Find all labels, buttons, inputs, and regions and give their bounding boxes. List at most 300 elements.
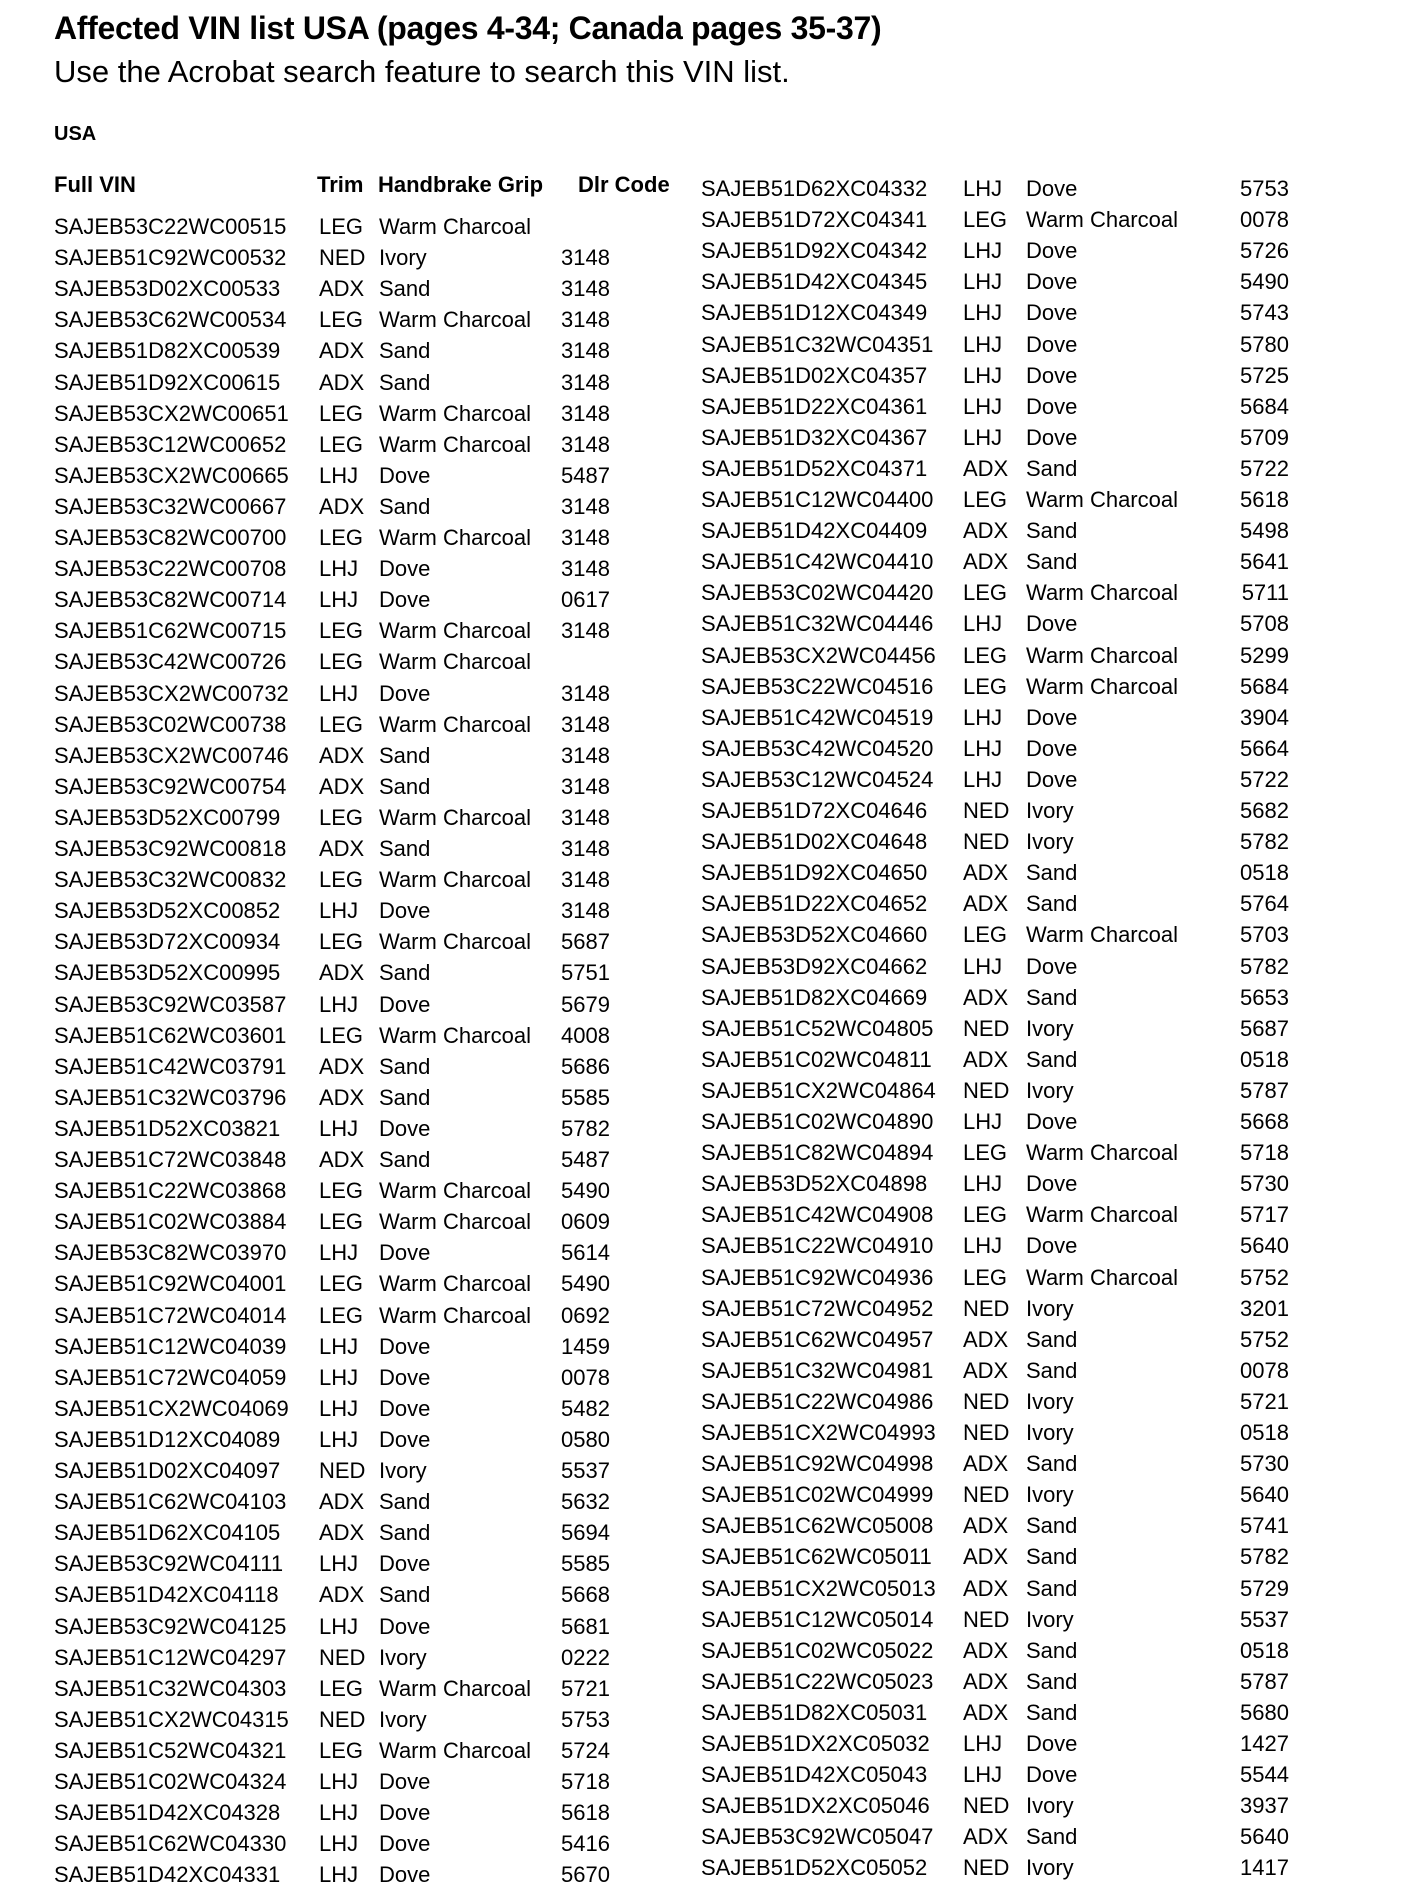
dlr-code-cell: 5614 <box>561 1240 610 1266</box>
grip-cell: Dove <box>1026 238 1078 264</box>
trim-cell: ADX <box>319 369 365 395</box>
dlr-code-cell: 3148 <box>561 431 610 457</box>
trim-cell: NED <box>963 1077 1010 1103</box>
trim-cell: LEG <box>963 487 1008 512</box>
grip-cell: Dove <box>1026 1109 1078 1134</box>
vin-cell: SAJEB53C92WC00754 <box>54 773 287 799</box>
grip-cell: Sand <box>1026 1824 1078 1850</box>
vin-cell: SAJEB51C12WC04039 <box>54 1333 287 1359</box>
dlr-code-cell: 5680 <box>1240 1699 1289 1725</box>
vin-cell: SAJEB53D02XC00533 <box>54 276 281 302</box>
trim-cell: LEG <box>319 214 364 239</box>
dlr-code-cell: 5686 <box>561 1053 610 1079</box>
vin-cell: SAJEB53CX2WC00665 <box>54 462 289 488</box>
grip-cell: Warm Charcoal <box>379 1302 531 1328</box>
vin-cell: SAJEB51C92WC04936 <box>701 1264 934 1290</box>
grip-cell: Ivory <box>1026 798 1074 823</box>
vin-cell: SAJEB53C32WC00667 <box>54 493 287 519</box>
grip-cell: Sand <box>379 1520 431 1546</box>
trim-cell: ADX <box>319 276 365 302</box>
trim-cell: LHJ <box>319 1800 359 1826</box>
dlr-code-cell: 5724 <box>561 1737 610 1763</box>
grip-cell: Sand <box>379 836 431 861</box>
trim-cell: ADX <box>319 960 365 986</box>
dlr-code-cell: 5730 <box>1240 1451 1289 1477</box>
grip-cell: Sand <box>379 1582 431 1608</box>
column-header-dlr-code: Dlr Code <box>578 172 670 197</box>
vin-cell: SAJEB51D92XC04650 <box>701 860 928 886</box>
grip-cell: Dove <box>1026 704 1078 730</box>
grip-cell: Dove <box>379 1613 431 1639</box>
grip-cell: Dove <box>379 1395 431 1421</box>
dlr-code-cell: 5684 <box>1240 393 1289 419</box>
grip-cell: Warm Charcoal <box>379 1022 531 1048</box>
grip-cell: Ivory <box>1026 1606 1074 1632</box>
dlr-code-cell: 5722 <box>1240 455 1289 481</box>
grip-cell: Warm Charcoal <box>1026 207 1178 233</box>
grip-cell: Sand <box>1026 1357 1078 1383</box>
dlr-code-cell: 3148 <box>561 804 610 830</box>
grip-cell: Ivory <box>379 1458 427 1483</box>
grip-cell: Sand <box>1026 549 1078 575</box>
vin-cell: SAJEB53C82WC00700 <box>54 525 287 550</box>
vin-cell: SAJEB53D52XC00852 <box>54 898 281 924</box>
grip-cell: Warm Charcoal <box>379 929 531 955</box>
dlr-code-cell: 5703 <box>1240 922 1289 948</box>
grip-cell: Ivory <box>1026 1855 1074 1881</box>
vin-cell: SAJEB51C02WC04324 <box>54 1769 287 1794</box>
vin-cell: SAJEB51D02XC04648 <box>701 829 928 855</box>
trim-cell: NED <box>963 1295 1010 1321</box>
grip-cell: Warm Charcoal <box>379 618 531 644</box>
grip-cell: Dove <box>379 1240 431 1266</box>
vin-cell: SAJEB51C92WC00532 <box>54 245 287 271</box>
trim-cell: LEG <box>319 1737 364 1763</box>
dlr-code-cell: 5708 <box>1240 611 1289 637</box>
trim-cell: LEG <box>319 618 364 644</box>
vin-cell: SAJEB51C32WC04303 <box>54 1675 287 1701</box>
vin-cell: SAJEB51C82WC04894 <box>701 1140 934 1166</box>
vin-cell: SAJEB53C92WC05047 <box>701 1824 934 1850</box>
dlr-code-cell: 5537 <box>561 1458 610 1483</box>
dlr-code-cell: 5585 <box>561 1084 610 1110</box>
grip-cell: Dove <box>379 587 431 613</box>
trim-cell: LEG <box>319 431 364 457</box>
dlr-code-cell: 5544 <box>1240 1762 1289 1788</box>
trim-cell: LHJ <box>319 1551 359 1577</box>
vin-cell: SAJEB51C32WC03796 <box>54 1084 287 1110</box>
dlr-code-cell: 5416 <box>561 1831 610 1857</box>
trim-cell: ADX <box>963 1824 1009 1850</box>
grip-cell: Dove <box>1026 362 1078 388</box>
dlr-code-cell: 5664 <box>1240 735 1289 761</box>
grip-cell: Ivory <box>379 245 427 271</box>
dlr-code-cell: 5668 <box>1240 1109 1289 1134</box>
trim-cell: ADX <box>319 1053 365 1079</box>
grip-cell: Sand <box>1026 1326 1078 1352</box>
vin-cell: SAJEB53C92WC04111 <box>54 1551 284 1577</box>
trim-cell: ADX <box>963 1637 1009 1663</box>
vin-cell: SAJEB51D22XC04361 <box>701 393 928 419</box>
grip-cell: Dove <box>1026 331 1078 357</box>
column-header-vin: Full VIN <box>54 172 136 197</box>
trim-cell: LHJ <box>963 1171 1003 1197</box>
dlr-code-cell: 5722 <box>1240 766 1289 792</box>
grip-cell: Dove <box>1026 176 1078 201</box>
vin-cell: SAJEB51C72WC03848 <box>54 1147 287 1172</box>
vin-cell: SAJEB51C62WC03601 <box>54 1022 287 1048</box>
trim-cell: NED <box>319 245 366 271</box>
vin-cell: SAJEB53D52XC04660 <box>701 922 928 948</box>
vin-cell: SAJEB51D42XC04345 <box>701 269 928 295</box>
trim-cell: LHJ <box>319 1862 359 1888</box>
vin-cell: SAJEB53C82WC03970 <box>54 1240 287 1266</box>
dlr-code-cell: 5668 <box>561 1582 610 1608</box>
grip-cell: Dove <box>1026 953 1078 979</box>
vin-cell: SAJEB51C32WC04351 <box>701 331 934 357</box>
dlr-code-cell: 5679 <box>561 991 610 1017</box>
trim-cell: LHJ <box>963 393 1003 419</box>
grip-cell: Dove <box>379 1115 431 1141</box>
vin-cell: SAJEB51C92WC04001 <box>54 1271 287 1297</box>
grip-cell: Dove <box>1026 269 1078 295</box>
trim-cell: ADX <box>319 493 365 519</box>
column-header-grip: Handbrake Grip <box>378 172 544 197</box>
grip-cell: Warm Charcoal <box>379 307 531 333</box>
grip-cell: Sand <box>1026 1575 1078 1601</box>
trim-cell: ADX <box>963 1451 1009 1477</box>
dlr-code-cell: 5729 <box>1240 1575 1289 1601</box>
dlr-code-cell: 3148 <box>561 245 610 271</box>
vin-cell: SAJEB51D72XC04646 <box>701 798 928 823</box>
dlr-code-cell: 5787 <box>1240 1668 1289 1694</box>
trim-cell: LHJ <box>319 1333 359 1359</box>
trim-cell: LHJ <box>963 1109 1003 1134</box>
trim-cell: NED <box>963 1482 1010 1508</box>
grip-cell: Sand <box>379 493 431 519</box>
dlr-code-cell: 5681 <box>561 1613 610 1639</box>
grip-cell: Dove <box>1026 1233 1078 1259</box>
dlr-code-cell: 5641 <box>1240 549 1289 575</box>
vin-cell: SAJEB51D82XC05031 <box>701 1699 928 1725</box>
trim-cell: LEG <box>963 580 1008 606</box>
vin-cell: SAJEB53CX2WC04456 <box>701 642 936 668</box>
vin-cell: SAJEB51C52WC04805 <box>701 1015 934 1041</box>
vin-cell: SAJEB51CX2WC04069 <box>54 1395 289 1421</box>
trim-cell: LEG <box>319 929 364 955</box>
grip-cell: Dove <box>379 1831 431 1857</box>
grip-cell: Dove <box>1026 735 1078 761</box>
trim-cell: ADX <box>319 338 365 364</box>
dlr-code-cell: 0518 <box>1240 1637 1289 1663</box>
grip-cell: Warm Charcoal <box>1026 487 1178 512</box>
trim-cell: ADX <box>963 518 1009 544</box>
grip-cell: Ivory <box>1026 1015 1074 1041</box>
grip-cell: Sand <box>1026 518 1078 544</box>
dlr-code-cell: 5782 <box>1240 829 1289 855</box>
vin-cell: SAJEB53C32WC00832 <box>54 867 287 893</box>
vin-cell: SAJEB51D52XC04371 <box>701 455 928 481</box>
trim-cell: ADX <box>319 1582 365 1608</box>
dlr-code-cell: 0518 <box>1240 860 1289 886</box>
grip-cell: Warm Charcoal <box>1026 922 1178 948</box>
vin-cell: SAJEB51C42WC04908 <box>701 1202 934 1228</box>
trim-cell: ADX <box>319 836 365 861</box>
vin-cell: SAJEB51D32XC04367 <box>701 424 928 450</box>
trim-cell: LEG <box>319 307 364 333</box>
trim-cell: NED <box>963 1015 1010 1041</box>
vin-cell: SAJEB53C82WC00714 <box>54 587 287 613</box>
grip-cell: Dove <box>1026 611 1078 637</box>
vin-cell: SAJEB53C02WC00738 <box>54 711 287 737</box>
trim-cell: ADX <box>963 891 1009 917</box>
vin-cell: SAJEB51C02WC04999 <box>701 1482 934 1508</box>
trim-cell: ADX <box>963 455 1009 481</box>
grip-cell: Warm Charcoal <box>1026 1264 1178 1290</box>
grip-cell: Warm Charcoal <box>1026 580 1178 606</box>
grip-cell: Dove <box>379 1426 431 1452</box>
vin-cell: SAJEB51C42WC04519 <box>701 704 934 730</box>
page-title: Affected VIN list USA (pages 4-34; Canada pages 35-37) <box>54 10 882 46</box>
vin-cell: SAJEB51D02XC04097 <box>54 1458 281 1483</box>
vin-cell: SAJEB51C62WC00715 <box>54 618 287 644</box>
grip-cell: Warm Charcoal <box>379 1271 531 1297</box>
section-heading: USA <box>54 123 97 145</box>
vin-cell: SAJEB51DX2XC05046 <box>701 1793 930 1819</box>
dlr-code-cell: 5618 <box>1240 487 1289 512</box>
vin-cell: SAJEB53C42WC00726 <box>54 649 287 675</box>
trim-cell: LHJ <box>963 176 1003 201</box>
grip-cell: Dove <box>1026 300 1078 326</box>
dlr-code-cell: 5726 <box>1240 238 1289 264</box>
trim-cell: ADX <box>963 1326 1009 1352</box>
grip-cell: Warm Charcoal <box>379 804 531 830</box>
trim-cell: LHJ <box>963 766 1003 792</box>
trim-cell: LEG <box>963 922 1008 948</box>
grip-cell: Sand <box>1026 984 1078 1010</box>
grip-cell: Sand <box>1026 1637 1078 1663</box>
trim-cell: LHJ <box>963 362 1003 388</box>
dlr-code-cell: 5709 <box>1240 424 1289 450</box>
trim-cell: NED <box>963 1855 1010 1881</box>
vin-cell: SAJEB51D82XC04669 <box>701 984 928 1010</box>
dlr-code-cell: 5752 <box>1240 1264 1289 1290</box>
dlr-code-cell: 5687 <box>561 929 610 955</box>
grip-cell: Sand <box>1026 860 1078 886</box>
dlr-code-cell: 0518 <box>1240 1046 1289 1072</box>
dlr-code-cell: 0692 <box>561 1302 610 1328</box>
grip-cell: Dove <box>379 991 431 1017</box>
grip-cell: Sand <box>379 1147 431 1172</box>
trim-cell: LHJ <box>963 1762 1003 1788</box>
vin-cell: SAJEB51C12WC04297 <box>54 1644 287 1670</box>
dlr-code-cell: 5682 <box>1240 798 1289 823</box>
grip-cell: Dove <box>1026 1762 1078 1788</box>
vin-cell: SAJEB51C72WC04014 <box>54 1302 287 1328</box>
dlr-code-cell: 5537 <box>1240 1606 1289 1632</box>
grip-cell: Dove <box>379 1769 431 1794</box>
grip-cell: Dove <box>1026 766 1078 792</box>
trim-cell: ADX <box>963 549 1009 575</box>
grip-cell: Ivory <box>1026 1077 1074 1103</box>
vin-cell: SAJEB51C22WC04986 <box>701 1388 934 1414</box>
dlr-code-cell: 5752 <box>1240 1326 1289 1352</box>
dlr-code-cell: 5487 <box>561 1147 610 1172</box>
dlr-code-cell: 3148 <box>561 680 610 706</box>
grip-cell: Warm Charcoal <box>379 649 531 675</box>
vin-cell: SAJEB51C22WC05023 <box>701 1668 934 1694</box>
vin-cell: SAJEB51C12WC04400 <box>701 487 934 512</box>
dlr-code-cell: 5741 <box>1240 1513 1289 1539</box>
trim-cell: NED <box>319 1644 366 1670</box>
grip-cell: Dove <box>379 1364 431 1390</box>
trim-cell: ADX <box>963 1575 1009 1601</box>
dlr-code-cell: 1427 <box>1240 1731 1289 1756</box>
dlr-code-cell: 3148 <box>561 400 610 426</box>
dlr-code-cell: 5743 <box>1240 300 1289 326</box>
vin-cell: SAJEB53D92XC04662 <box>701 953 928 979</box>
trim-cell: NED <box>963 798 1010 823</box>
dlr-code-cell: 5718 <box>1240 1140 1289 1166</box>
dlr-code-cell: 5782 <box>1240 953 1289 979</box>
vin-cell: SAJEB53C12WC04524 <box>701 766 934 792</box>
dlr-code-cell: 3148 <box>561 836 610 861</box>
trim-cell: LHJ <box>963 238 1003 264</box>
dlr-code-cell: 5721 <box>1240 1388 1289 1414</box>
vin-cell: SAJEB51D42XC04118 <box>54 1582 279 1608</box>
trim-cell: LHJ <box>963 269 1003 295</box>
dlr-code-cell: 0580 <box>561 1426 610 1452</box>
trim-cell: ADX <box>319 1084 365 1110</box>
vin-cell: SAJEB51C42WC03791 <box>54 1053 287 1079</box>
trim-cell: LEG <box>963 207 1008 233</box>
dlr-code-cell: 5711 <box>1241 580 1289 606</box>
vin-cell: SAJEB51C22WC04910 <box>701 1233 934 1259</box>
vin-cell: SAJEB53D52XC00799 <box>54 804 281 830</box>
grip-cell: Dove <box>1026 393 1078 419</box>
vin-cell: SAJEB53CX2WC00732 <box>54 680 289 706</box>
dlr-code-cell: 5721 <box>561 1675 610 1701</box>
vin-cell: SAJEB53C22WC04516 <box>701 673 934 699</box>
vin-cell: SAJEB51D52XC03821 <box>54 1115 281 1141</box>
trim-cell: LHJ <box>963 424 1003 450</box>
grip-cell: Sand <box>1026 1699 1078 1725</box>
trim-cell: LEG <box>319 1271 364 1297</box>
dlr-code-cell: 1459 <box>561 1333 610 1359</box>
dlr-code-cell: 5585 <box>561 1551 610 1577</box>
grip-cell: Dove <box>379 1862 431 1888</box>
trim-cell: NED <box>319 1706 366 1732</box>
trim-cell: LEG <box>319 1178 364 1204</box>
dlr-code-cell: 3148 <box>561 369 610 395</box>
dlr-code-cell: 5782 <box>1240 1544 1289 1570</box>
grip-cell: Sand <box>1026 1046 1078 1072</box>
trim-cell: LHJ <box>963 1731 1003 1756</box>
dlr-code-cell: 0518 <box>1240 1420 1289 1445</box>
dlr-code-cell: 5632 <box>561 1489 610 1515</box>
vin-cell: SAJEB51C62WC05008 <box>701 1513 934 1539</box>
grip-cell: Sand <box>1026 1544 1078 1570</box>
trim-cell: LHJ <box>319 1115 359 1141</box>
dlr-code-cell: 3148 <box>561 742 610 768</box>
dlr-code-cell: 3148 <box>561 493 610 519</box>
dlr-code-cell: 3148 <box>561 898 610 924</box>
trim-cell: NED <box>963 1420 1010 1445</box>
dlr-code-cell: 3937 <box>1240 1793 1289 1819</box>
vin-cell: SAJEB51C72WC04059 <box>54 1364 287 1390</box>
grip-cell: Warm Charcoal <box>1026 1202 1178 1228</box>
dlr-code-cell: 3148 <box>561 307 610 333</box>
dlr-code-cell: 5753 <box>1240 176 1289 201</box>
dlr-code-cell: 5618 <box>561 1800 610 1826</box>
grip-cell: Dove <box>379 1551 431 1577</box>
grip-cell: Warm Charcoal <box>379 525 531 550</box>
dlr-code-cell: 5299 <box>1240 642 1289 668</box>
vin-cell: SAJEB51CX2WC04993 <box>701 1420 936 1445</box>
trim-cell: LHJ <box>963 953 1003 979</box>
vin-cell: SAJEB51D52XC05052 <box>701 1855 928 1881</box>
vin-cell: SAJEB51D12XC04089 <box>54 1426 281 1452</box>
trim-cell: LHJ <box>319 556 359 582</box>
vin-cell: SAJEB51C52WC04321 <box>54 1737 287 1763</box>
dlr-code-cell: 3148 <box>561 773 610 799</box>
dlr-code-cell: 5640 <box>1240 1824 1289 1850</box>
vin-cell: SAJEB51D62XC04105 <box>54 1520 281 1546</box>
vin-cell: SAJEB51C32WC04446 <box>701 611 934 637</box>
trim-cell: LHJ <box>319 1426 359 1452</box>
grip-cell: Sand <box>379 1053 431 1079</box>
vin-cell: SAJEB51C22WC03868 <box>54 1178 287 1204</box>
dlr-code-cell: 5687 <box>1240 1015 1289 1041</box>
dlr-code-cell: 5640 <box>1240 1482 1289 1508</box>
trim-cell: LHJ <box>319 680 359 706</box>
trim-cell: NED <box>319 1458 366 1483</box>
vin-cell: SAJEB51C72WC04952 <box>701 1295 934 1321</box>
trim-cell: LEG <box>319 867 364 893</box>
vin-cell: SAJEB51DX2XC05032 <box>701 1731 930 1756</box>
dlr-code-cell: 3148 <box>561 618 610 644</box>
trim-cell: LEG <box>319 1675 364 1701</box>
page-subtitle: Use the Acrobat search feature to search this VIN list. <box>54 54 790 89</box>
vin-cell: SAJEB51CX2WC05013 <box>701 1575 936 1601</box>
dlr-code-cell: 5482 <box>561 1395 610 1421</box>
grip-cell: Dove <box>1026 1171 1078 1197</box>
grip-cell: Warm Charcoal <box>1026 642 1178 668</box>
vin-cell: SAJEB53C92WC03587 <box>54 991 287 1017</box>
dlr-code-cell: 0617 <box>561 587 610 613</box>
vin-cell: SAJEB51CX2WC04315 <box>54 1706 289 1732</box>
grip-cell: Warm Charcoal <box>379 867 531 893</box>
vin-cell: SAJEB51D42XC04409 <box>701 518 928 544</box>
trim-cell: LEG <box>319 1022 364 1048</box>
grip-cell: Ivory <box>1026 1388 1074 1414</box>
dlr-code-cell: 5487 <box>561 462 610 488</box>
dlr-code-cell: 3201 <box>1240 1295 1289 1321</box>
grip-cell: Warm Charcoal <box>379 1675 531 1701</box>
grip-cell: Sand <box>1026 1451 1078 1477</box>
trim-cell: ADX <box>963 1513 1009 1539</box>
grip-cell: Warm Charcoal <box>379 711 531 737</box>
trim-cell: LEG <box>963 1140 1008 1166</box>
dlr-code-cell: 5490 <box>561 1271 610 1297</box>
grip-cell: Sand <box>379 960 431 986</box>
vin-cell: SAJEB51D72XC04341 <box>701 207 928 233</box>
grip-cell: Warm Charcoal <box>379 400 531 426</box>
grip-cell: Sand <box>1026 891 1078 917</box>
trim-cell: LEG <box>963 1202 1008 1228</box>
dlr-code-cell: 0078 <box>1240 1357 1289 1383</box>
grip-cell: Ivory <box>1026 1482 1074 1508</box>
